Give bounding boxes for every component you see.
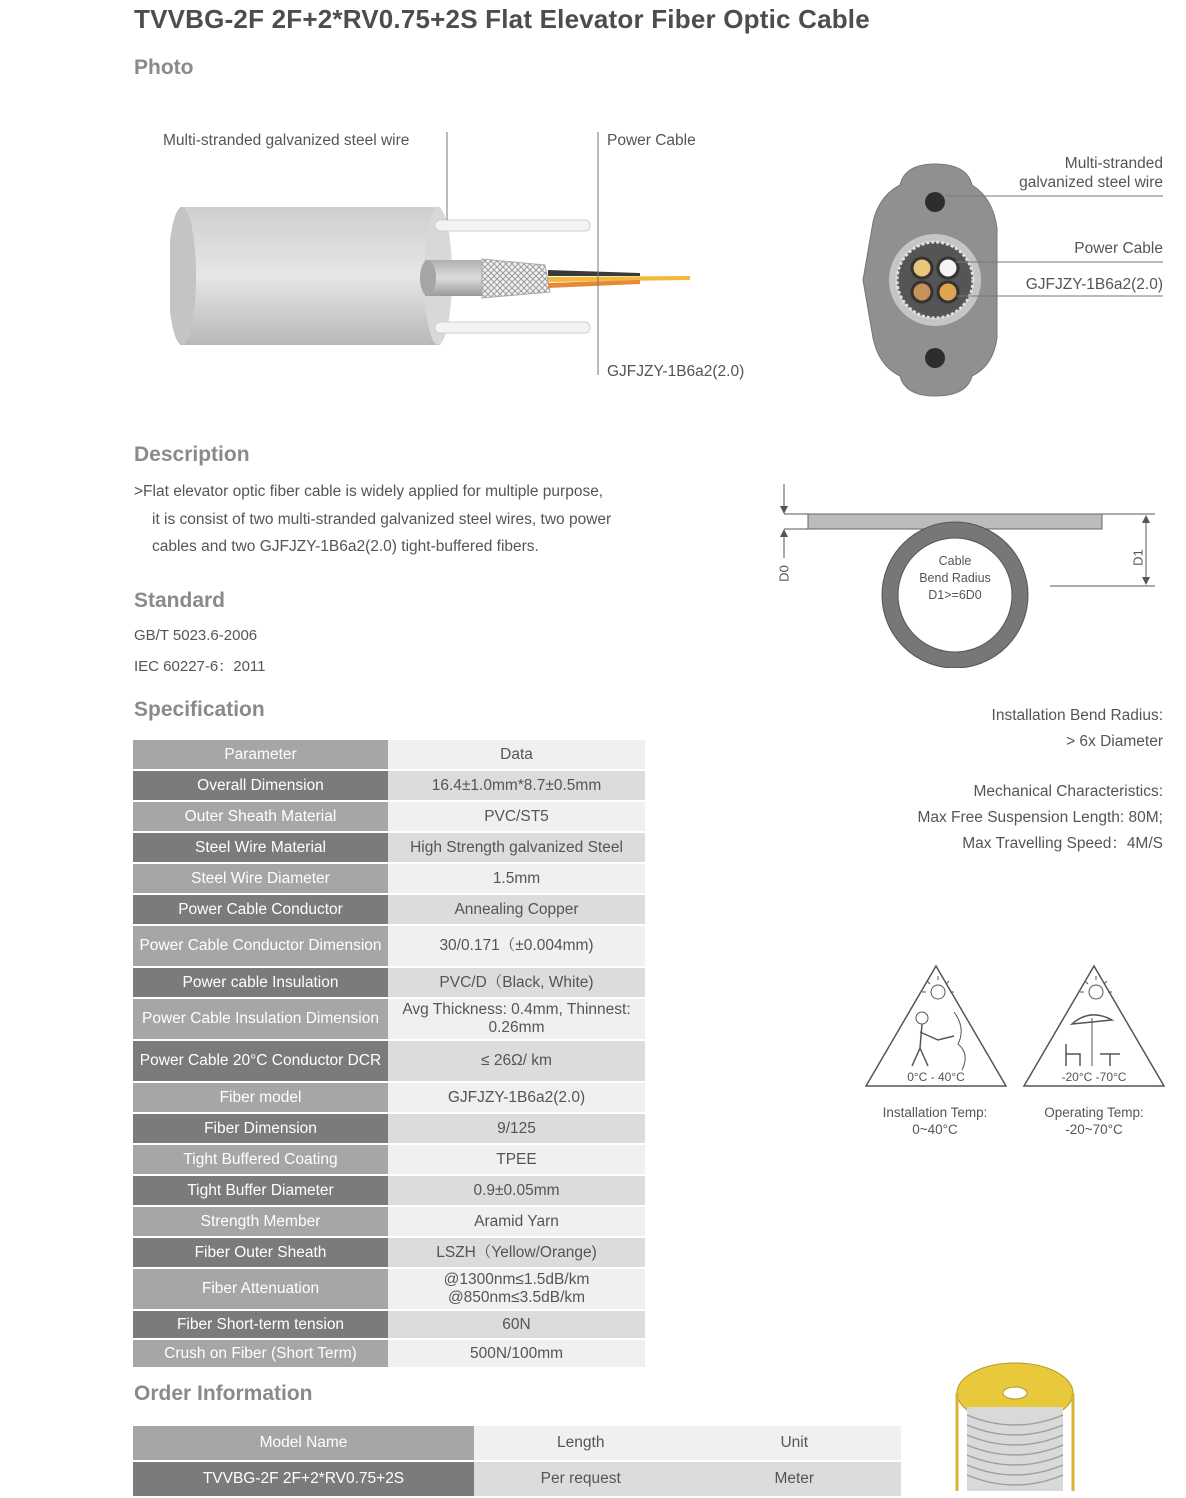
spec-value: 0.9±0.05mm (388, 1176, 645, 1205)
table-row (133, 833, 645, 862)
spec-value: Avg Thickness: 0.4mm, Thinnest: 0.26mm (388, 999, 645, 1039)
black-power-core (548, 270, 640, 276)
table-row (133, 895, 645, 924)
table-row (133, 771, 645, 800)
steel-wire-bottom (435, 322, 590, 333)
d0-arrowhead-bottom (780, 529, 788, 537)
spec-value: @1300nm≤1.5dB/km @850nm≤3.5dB/km (388, 1269, 645, 1309)
order-header-unit: Unit (688, 1426, 902, 1460)
operating-triangle (1024, 966, 1164, 1086)
spec-header-row (133, 740, 645, 769)
cable-photo-illustration (170, 120, 710, 390)
mechanical-line1: Mechanical Characteristics: (973, 783, 1163, 800)
standard-1: GB/T 5023.6-2006 (134, 627, 258, 644)
spec-value: 1.5mm (388, 864, 645, 893)
d0-arrowhead-top (780, 506, 788, 514)
d1-label: D1 (1130, 549, 1146, 566)
spec-param: Power cable Insulation (133, 968, 388, 997)
bend-label-line3: D1>=6D0 (928, 588, 982, 602)
installation-line2: > 6x Diameter (1066, 733, 1163, 750)
operating-temp-caption (1019, 1104, 1169, 1138)
spec-param: Overall Dimension (133, 771, 388, 800)
spec-value: 30/0.171（±0.004mm) (388, 926, 645, 966)
spec-param: Power Cable Insulation Dimension (133, 999, 388, 1039)
d1-arrowhead-top (1142, 515, 1150, 523)
spec-param: Fiber Outer Sheath (133, 1238, 388, 1267)
photo-label-fiber: GJFJZY-1B6a2(2.0) (607, 363, 745, 380)
table-row (133, 1238, 645, 1267)
spec-value: LSZH（Yellow/Orange) (388, 1238, 645, 1267)
cross-label-power-cable: Power Cable (1074, 240, 1163, 257)
bend-label-line2: Bend Radius (919, 571, 991, 585)
spec-value: Aramid Yarn (388, 1207, 645, 1236)
bend-label-line1: Cable (938, 554, 972, 568)
d0-label: D0 (776, 565, 792, 582)
spec-param: Crush on Fiber (Short Term) (133, 1340, 388, 1367)
order-table (133, 1424, 901, 1498)
installation-line1: Installation Bend Radius: (991, 707, 1163, 724)
section-specification-heading: Specification (134, 698, 265, 721)
power-core-1 (938, 258, 958, 278)
installation-temp-caption (860, 1104, 1010, 1138)
spec-header-data: Data (388, 740, 645, 769)
spec-param: Strength Member (133, 1207, 388, 1236)
table-row (133, 1041, 645, 1081)
description-line-2: it is consist of two multi-stranded galvanized steel wires, two power (152, 510, 612, 528)
table-row (133, 968, 645, 997)
operating-temp-caption-1: Operating Temp: (1044, 1105, 1144, 1120)
spec-value: GJFJZY-1B6a2(2.0) (388, 1083, 645, 1112)
steel-wire-bottom-section (925, 348, 945, 368)
installation-temp-caption-1: Installation Temp: (882, 1105, 988, 1120)
fiber-core-2 (938, 282, 958, 302)
outer-sheath (180, 207, 440, 345)
cable-drum-illustration (945, 1355, 1085, 1491)
description-text (134, 478, 694, 561)
braid-shield (482, 259, 550, 298)
specification-table (133, 738, 645, 1369)
spec-value: ≤ 26Ω/ km (388, 1041, 645, 1081)
fiber-core-1 (912, 258, 932, 278)
order-unit: Meter (688, 1462, 902, 1496)
spec-value: 60N (388, 1311, 645, 1338)
table-row (133, 1269, 645, 1309)
table-row (133, 1311, 645, 1338)
spec-param: Tight Buffer Diameter (133, 1176, 388, 1205)
page-title: TVVBG-2F 2F+2*RV0.75+2S Flat Elevator Fiber Optic Cable (134, 4, 870, 34)
spec-value: PVC/D（Black, White) (388, 968, 645, 997)
photo-label-steel-wire: Multi-stranded galvanized steel wire (163, 132, 410, 149)
cross-label-steel-wire-line1: Multi-stranded (1064, 155, 1163, 172)
spec-value: Annealing Copper (388, 895, 645, 924)
steel-wire-top-section (925, 192, 945, 212)
section-order-heading: Order Information (134, 1382, 313, 1405)
table-row (133, 999, 645, 1039)
description-line-1: >Flat elevator optic fiber cable is widely applied for multiple purpose, (134, 483, 604, 500)
cross-label-steel-wire-line2: galvanized steel wire (1019, 174, 1163, 191)
description-line-3: cables and two GJFJZY-1B6a2(2.0) tight-buffered fibers. (152, 538, 539, 555)
spec-param: Tight Buffered Coating (133, 1145, 388, 1174)
spec-param: Power Cable 20°C Conductor DCR (133, 1041, 388, 1081)
installation-temp-range: 0°C - 40°C (907, 1070, 965, 1084)
section-photo-heading: Photo (134, 56, 194, 79)
spec-value: 16.4±1.0mm*8.7±0.5mm (388, 771, 645, 800)
operating-temp-range: -20°C -70°C (1061, 1070, 1127, 1084)
spec-value: PVC/ST5 (388, 802, 645, 831)
installation-temp-caption-2: 0~40°C (912, 1122, 958, 1137)
order-header-model: Model Name (133, 1426, 474, 1460)
mechanical-line3: Max Travelling Speed：4M/S (962, 835, 1163, 852)
section-description-heading: Description (134, 443, 250, 466)
order-header-length: Length (474, 1426, 688, 1460)
spec-header-parameter: Parameter (133, 740, 388, 769)
d1-label-wrap (1128, 540, 1148, 580)
spec-value: High Strength galvanized Steel (388, 833, 645, 862)
installation-bend-radius (992, 703, 1163, 755)
spec-param: Fiber Short-term tension (133, 1311, 388, 1338)
braid-section (897, 242, 973, 318)
order-header-row (133, 1426, 901, 1460)
table-row (133, 1114, 645, 1143)
spec-value: 9/125 (388, 1114, 645, 1143)
mechanical-characteristics (917, 779, 1163, 857)
photo-label-power-cable: Power Cable (607, 132, 696, 149)
bend-radius-label (895, 553, 1015, 604)
section-standard-heading: Standard (134, 589, 226, 612)
spec-param: Power Cable Conductor Dimension (133, 926, 388, 966)
spec-param: Steel Wire Material (133, 833, 388, 862)
order-length: Per request (474, 1462, 688, 1496)
spec-param: Steel Wire Diameter (133, 864, 388, 893)
spec-param: Fiber Attenuation (133, 1269, 388, 1309)
spec-param: Fiber model (133, 1083, 388, 1112)
inner-sheath-end (420, 260, 436, 296)
installation-triangle (866, 966, 1006, 1086)
spec-param: Power Cable Conductor (133, 895, 388, 924)
cross-label-fiber: GJFJZY-1B6a2(2.0) (1025, 276, 1163, 293)
spec-value: 500N/100mm (388, 1340, 645, 1367)
order-model: TVVBG-2F 2F+2*RV0.75+2S (133, 1462, 474, 1496)
spec-param: Fiber Dimension (133, 1114, 388, 1143)
mechanical-line2: Max Free Suspension Length: 80M; (917, 809, 1163, 826)
drum-hub (1003, 1387, 1027, 1399)
table-row (133, 1340, 645, 1367)
operating-temp-caption-2: -20~70°C (1065, 1122, 1123, 1137)
table-row (133, 802, 645, 831)
spec-param: Outer Sheath Material (133, 802, 388, 831)
table-row (133, 1176, 645, 1205)
spec-value: TPEE (388, 1145, 645, 1174)
table-row (133, 1145, 645, 1174)
cable-cross-section (855, 150, 1165, 410)
steel-wire-top (435, 220, 590, 231)
table-row (133, 1207, 645, 1236)
power-core-2 (912, 282, 932, 302)
standard-2: IEC 60227-6：2011 (134, 658, 266, 675)
table-row (133, 926, 645, 966)
table-row (133, 864, 645, 893)
d0-label-wrap (774, 556, 794, 596)
table-row (133, 1083, 645, 1112)
